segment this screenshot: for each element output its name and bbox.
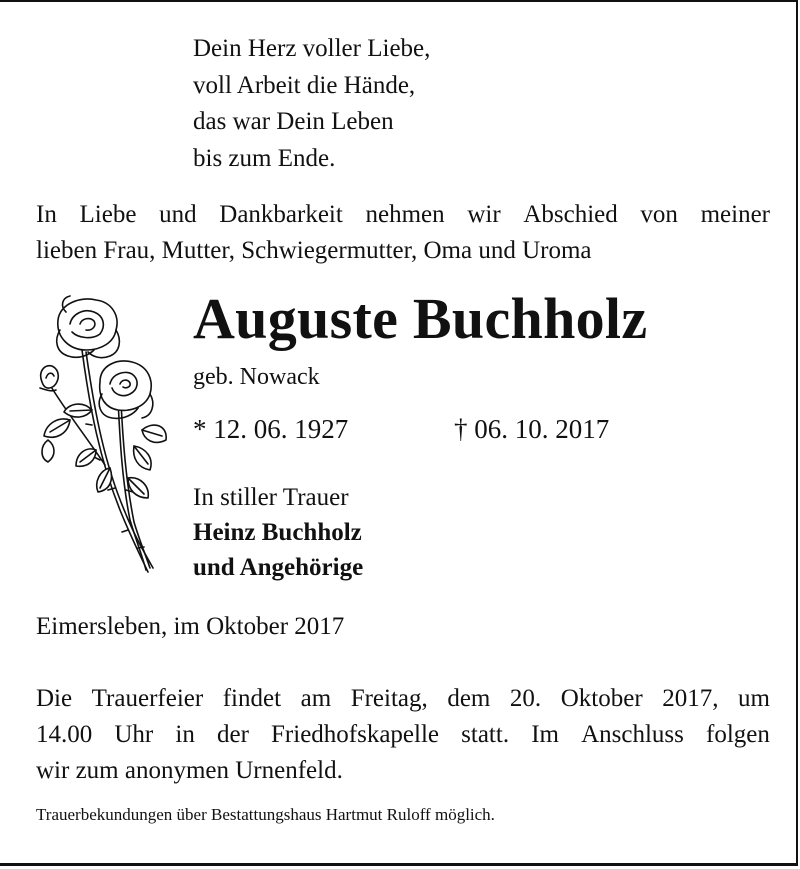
word: Dankbarkeit [219, 201, 343, 228]
birth-name: geb. Nowack [193, 364, 320, 390]
word: Liebe [79, 201, 137, 228]
word: in [175, 721, 195, 748]
funeral-line [36, 717, 770, 753]
word: um [737, 685, 770, 712]
word: folgen [706, 721, 770, 748]
word: Abschied [523, 201, 618, 228]
mourners-intro: In stiller Trauer [193, 484, 349, 511]
word: am [300, 685, 332, 712]
word: statt. [461, 721, 510, 748]
word: dem [447, 685, 491, 712]
intro-line: lieben Frau, Mutter, Schwiegermutter, Oma und Uroma [36, 237, 592, 264]
poem-line: Dein Herz voller Liebe, [193, 35, 431, 62]
word: Trauerfeier [91, 685, 204, 712]
word: wir [467, 201, 501, 228]
word: Oktober [560, 685, 643, 712]
word: Friedhofskapelle [271, 721, 440, 748]
word: 20. [509, 685, 542, 712]
word: Anschluss [581, 721, 684, 748]
word: der [216, 721, 249, 748]
word: In [36, 201, 57, 228]
intro-text [36, 197, 770, 269]
word: Freitag, [350, 685, 428, 712]
word: von [640, 201, 678, 228]
mourner-name: Heinz Buchholz [193, 519, 362, 546]
death-date: † 06. 10. 2017 [454, 414, 610, 444]
word: und [159, 201, 197, 228]
word: findet [222, 685, 282, 712]
funeral-info [36, 681, 770, 789]
mourners [193, 480, 363, 585]
footer-note: Trauerbekundungen über Bestattungshaus Hartmut Ruloff möglich. [36, 805, 495, 824]
word: Uhr [114, 721, 154, 748]
intro-line [36, 197, 770, 233]
word: meiner [700, 201, 770, 228]
mourner-others: und Angehörige [193, 554, 364, 581]
funeral-line: wir zum anonymen Urnenfeld. [36, 757, 343, 784]
word: Im [531, 721, 559, 748]
place-date: Eimersleben, im Oktober 2017 [36, 613, 345, 640]
word: 14.00 [36, 721, 93, 748]
birth-date: * 12. 06. 1927 [193, 414, 349, 444]
deceased-name: Auguste Buchholz [193, 286, 648, 351]
word: Die [36, 685, 73, 712]
rose-illustration [30, 290, 170, 580]
funeral-line [36, 681, 770, 717]
poem-line: bis zum Ende. [193, 144, 336, 172]
poem-line: voll Arbeit die Hände, [193, 71, 416, 99]
word: nehmen [365, 201, 445, 228]
poem-line: das war Dein Leben [193, 108, 394, 135]
word: 2017, [662, 685, 719, 712]
poem [193, 31, 430, 177]
